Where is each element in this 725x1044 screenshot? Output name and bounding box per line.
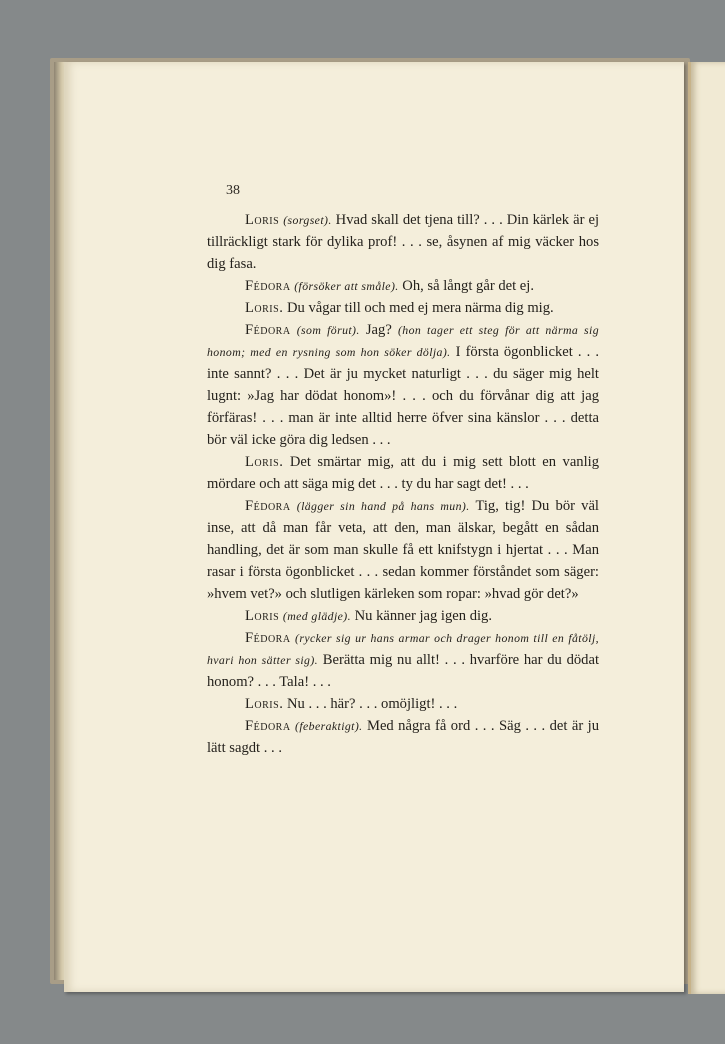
paragraph: [207, 693, 599, 715]
speech: Du vågar till och med ej mera närma dig mig.: [283, 300, 554, 316]
paragraph: [207, 715, 599, 759]
speech: Jag?: [359, 322, 398, 338]
speech: Oh, så långt går det ej.: [398, 278, 534, 294]
facing-page-edge: [688, 62, 725, 994]
speech: Med några få ord . . . Säg . . . det är ju lätt sagdt . . .: [207, 718, 599, 756]
speaker-name: Loris.: [245, 454, 284, 470]
paragraph: [207, 451, 599, 495]
speech: Nu känner jag igen dig.: [350, 608, 493, 624]
paragraph: [207, 627, 599, 693]
stage-direction: (med glädje).: [282, 609, 351, 623]
stage-direction: (sorgset).: [283, 213, 332, 227]
speaker-name: Loris: [245, 212, 280, 228]
paragraph: [207, 275, 599, 297]
paragraph: [207, 605, 599, 627]
paragraph: [207, 319, 599, 451]
speaker-name: Fédora: [245, 278, 291, 294]
speech: Det smärtar mig, att du i mig sett blott en vanlig mördare och att säga mig det . . . ty du har sagt det! . . .: [207, 454, 599, 492]
stage-direction: (hon tager ett steg för att närma sig honom; med en rysning som hon söker dölja).: [207, 323, 600, 359]
speech: Tig, tig! Du bör väl inse, att då man får veta, att den, man älskar, begått en sådan handling, det är som man skulle få ett knifstygn i hjertat . . . Man rasar i första ögonblicket . . . sedan kommer förståndet som säger: »hvem vet?» och slutligen kärleken som ropar: »hvad gör det?»: [207, 498, 599, 602]
stage-direction: (som förut).: [296, 323, 360, 337]
paragraph: [207, 209, 599, 275]
speaker-name: Loris.: [245, 300, 284, 316]
page-number: 38: [226, 183, 240, 198]
stage-direction: (försöker att småle).: [294, 279, 399, 293]
paragraph: [207, 495, 599, 605]
speaker-name: Loris.: [245, 696, 284, 712]
speech: Berätta mig nu allt! . . . hvarföre har du dödat honom? . . . Tala! . . .: [207, 652, 599, 690]
paragraph: [207, 297, 599, 319]
speaker-name: Fédora: [245, 322, 291, 338]
stage-direction: (feberaktigt).: [295, 719, 363, 733]
speech: Hvad skall det tjena till? . . . Din kärlek är ej tillräckligt stark för dylika prof! . . . se, åsynen af mig väcker hos dig fasa.: [207, 212, 599, 272]
speaker-name: Fédora: [245, 718, 291, 734]
stage-direction: (lägger sin hand på hans mun).: [296, 499, 470, 513]
speaker-name: Fédora: [245, 498, 291, 514]
speaker-name: Loris: [245, 608, 280, 624]
stage-direction: (rycker sig ur hans armar och drager honom till en fåtölj, hvari hon sätter sig).: [207, 631, 599, 667]
speaker-name: Fédora: [245, 630, 291, 646]
speech: Nu . . . här? . . . omöjligt! . . .: [283, 696, 458, 712]
dialogue-text: [207, 209, 599, 759]
speech: I första ögonblicket . . . inte sannt? . . . Det är ju mycket naturligt . . . du säger mig helt lugnt: »Jag har dödat honom»! . . . och du förvånar dig att jag förfäras! . . . man är inte alltid herre öfver sina känslor . . . detta bör väl icke göra dig ledsen . . .: [207, 344, 599, 448]
